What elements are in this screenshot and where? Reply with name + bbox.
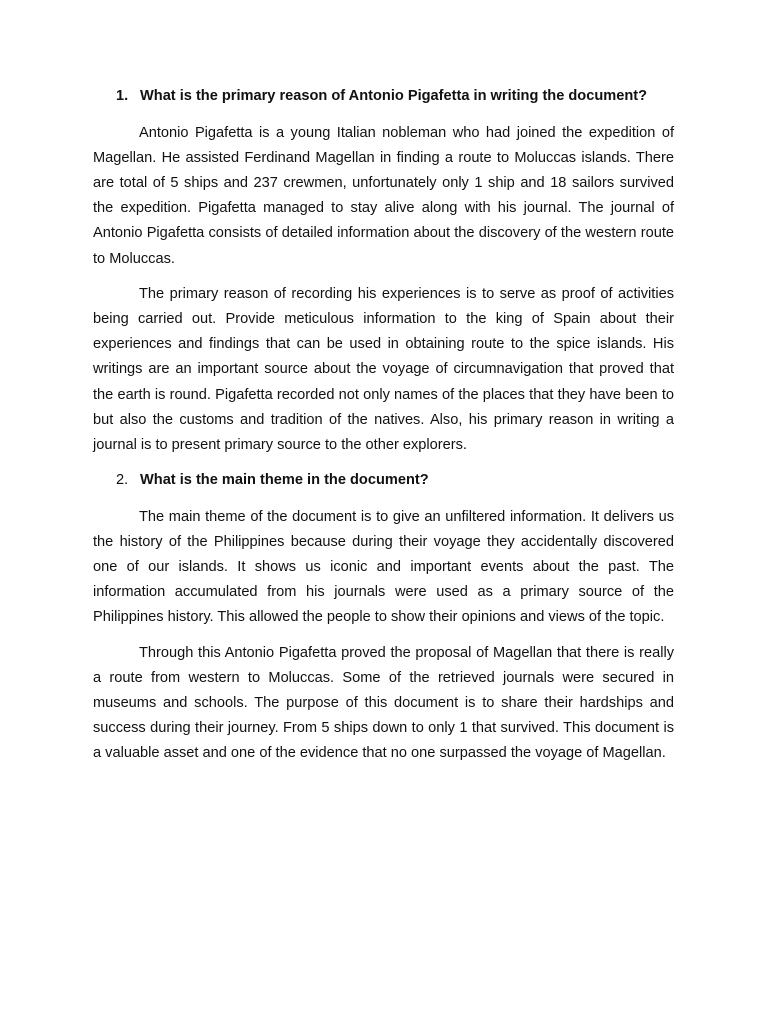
answer-1-paragraph-2: The primary reason of recording his experiences is to serve as proof of activities being carried out. Provide meticulous information to the king of Spain about their experiences and findings that can be used in obtaining route to the spice islands. His writings are an important source about the voyage of circumnavigation that proved that the earth is round. Pigafetta recorded not only names of the places that they have been to but also the customs and tradition of the natives. Also, his primary reason in writing a journal is to present primary source to the other explorers.	[93, 285, 674, 453]
answer-1-paragraph-1: Antonio Pigafetta is a young Italian nobleman who had joined the expedition of Magellan. He assisted Ferdinand Magellan in finding a route to Moluccas islands. There are total of 5 ships and 237 crewmen, unfortunately only 1 ship and 18 sailors survived the expedition. Pigafetta managed to stay alive along with his journal. The journal of Antonio Pigafetta consists of detailed information about the discovery of the western route to Moluccas.	[93, 124, 674, 267]
document-page	[93, 84, 674, 767]
question-1-text: What is the primary reason of Antonio Pigafetta in writing the document?	[140, 88, 648, 104]
question-2-heading	[93, 468, 674, 494]
answer-2-paragraph-2: Through this Antonio Pigafetta proved the proposal of Magellan that there is really a route from western to Moluccas. Some of the retrieved journals were secured in museums and schools. The purpose of this document is to share their hardships and success during their journey. From 5 ships down to only 1 that survived. This document is a valuable asset and one of the evidence that no one surpassed the voyage of Magellan.	[93, 644, 674, 762]
question-2-number: 2.	[116, 472, 129, 489]
question-1-number: 1.	[116, 88, 129, 104]
question-2-text: What is the main theme in the document?	[140, 472, 429, 489]
question-1-heading	[93, 84, 674, 110]
answer-2-paragraph-1: The main theme of the document is to give an unfiltered information. It delivers us the history of the Philippines because during their voyage they accidentally discovered one of our islands. It shows us iconic and important events about the past. The information accumulated from his journals were used as a primary source of the Philippines history. This allowed the people to show their opinions and views of the topic.	[93, 508, 674, 626]
